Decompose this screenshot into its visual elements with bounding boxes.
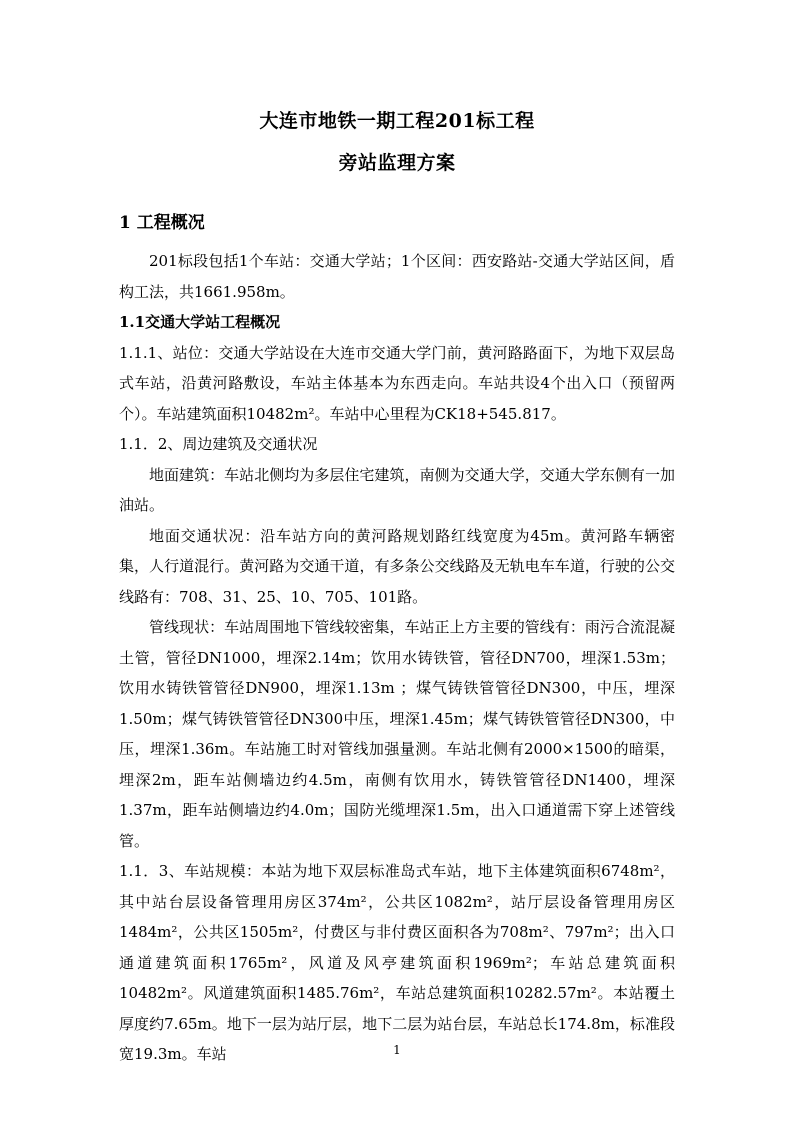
pipelines-paragraph: 管线现状：车站周围地下管线较密集，车站正上方主要的管线有：雨污合流混凝土管，管径DN1000，埋深2.14m；饮用水铸铁管，管径DN700，埋深1.53m；饮用水铸铁管管径DN900，埋深1.13m ；煤气铸铁管管径DN300，中压，埋深1.50m；煤气铸铁管管径DN300中压，埋深1.45m；煤气铸铁管管径DN300，中压，埋深1.36m。车站施工时对管线加强量测。车站北侧有2000×1500的暗渠，埋深2m，距车站侧墙边约4.5m，南侧有饮用水，铸铁管管径DN1400，埋深1.37m，距车站侧墙边约4.0m；国防光缆埋深1.5m，出入口通道需下穿上述管线管。 [119,618,675,850]
document-title: 大连市地铁一期工程201标工程 [259,110,535,132]
page-number: 1 [393,1043,401,1057]
station-scale-paragraph: 1.1．3、车站规模：本站为地下双层标准岛式车站，地下主体建筑面积6748m²，其中站台层设备管理用房区374m²，公共区1082m²，站厅层设备管理用房区1484m²，公共区1505m²，付费区与非付费区面积各为708m²、797m²；出入口通道建筑面积1765m²，风道及风亭建筑面积1969m²；车站总建筑面积10482m²。风道建筑面积1485.76m²，车站总建筑面积10282.57m²。本站覆土厚度约7.65m。地下一层为站厅层，地下二层为站台层，车站总长174.8m，标准段宽19.3m。车站 [119,862,675,1063]
ground-traffic-paragraph: 地面交通状况：沿车站方向的黄河路规划路红线宽度为45m。黄河路车辆密集，人行道混行。黄河路为交通干道，有多条公交线路及无轨电车车道，行驶的公交线路有：708、31、25、10、705、101路。 [119,526,675,606]
intro-paragraph: 201标段包括1个车站：交通大学站；1个区间：西安路站-交通大学站区间，盾构工法，共1661.958m。 [119,252,675,301]
station-location-paragraph: 1.1.1、站位：交通大学站设在大连市交通大学门前，黄河路路面下，为地下双层岛式车站，沿黄河路敷设，车站主体基本为东西走向。车站共设4个出入口（预留两个）。车站建筑面积10482m²。车站中心里程为CK18+545.817。 [119,343,675,423]
document-subtitle: 旁站监理方案 [338,152,456,174]
ground-buildings-paragraph: 地面建筑：车站北侧均为多层住宅建筑，南侧为交通大学，交通大学东侧有一加油站。 [119,465,675,514]
document-body [119,246,675,1070]
subsection-heading: 1.1交通大学站工程概况 [119,313,281,331]
surroundings-heading: 1.1．2、周边建筑及交通状况 [119,435,318,453]
section-heading: 1 工程概况 [119,213,205,233]
